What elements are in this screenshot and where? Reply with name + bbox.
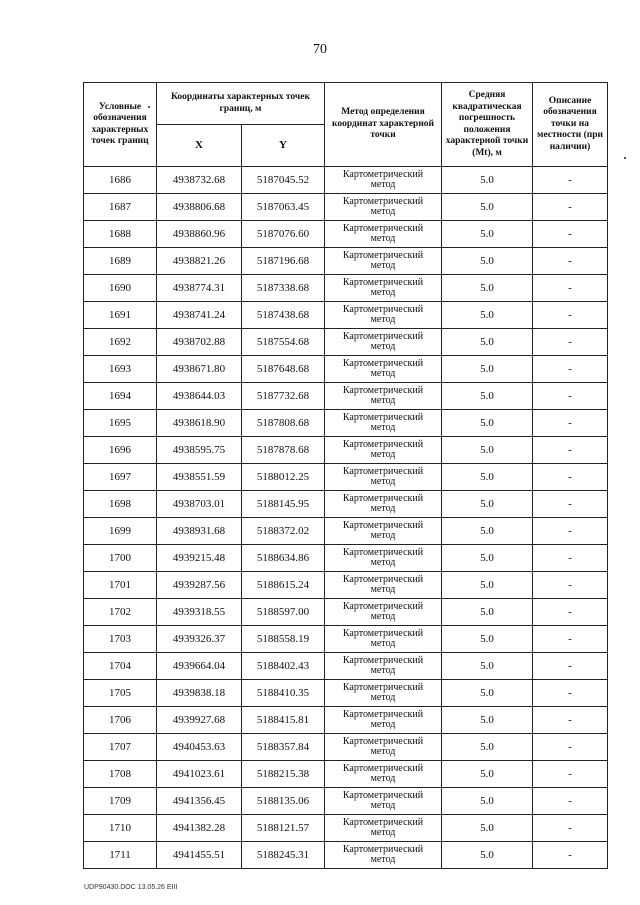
method-cell <box>325 491 442 518</box>
description-cell: - <box>533 761 608 788</box>
table-row <box>84 626 608 653</box>
y-coordinate-cell: 5188597.00 <box>242 599 325 626</box>
mt-cell: 5.0 <box>442 815 533 842</box>
method-cell <box>325 167 442 194</box>
table-row <box>84 221 608 248</box>
y-coordinate-cell: 5188135.06 <box>242 788 325 815</box>
x-coordinate-cell: 4938595.75 <box>157 437 242 464</box>
method-cell <box>325 221 442 248</box>
mt-cell: 5.0 <box>442 707 533 734</box>
method-line-2: метод <box>370 179 396 190</box>
y-coordinate-cell: 5188410.35 <box>242 680 325 707</box>
description-cell: - <box>533 734 608 761</box>
y-coordinate-cell: 5188372.02 <box>242 518 325 545</box>
description-cell: - <box>533 221 608 248</box>
mt-cell: 5.0 <box>442 275 533 302</box>
mt-cell: 5.0 <box>442 653 533 680</box>
point-id-cell: 1687 <box>84 194 157 221</box>
method-cell <box>325 464 442 491</box>
method-line-2: метод <box>370 827 396 838</box>
x-coordinate-cell: 4939838.18 <box>157 680 242 707</box>
point-id-cell: 1692 <box>84 329 157 356</box>
point-id-cell: 1690 <box>84 275 157 302</box>
method-line-2: метод <box>370 665 396 676</box>
y-coordinate-cell: 5187045.52 <box>242 167 325 194</box>
method-line-2: метод <box>370 800 396 811</box>
method-cell <box>325 410 442 437</box>
method-cell <box>325 302 442 329</box>
y-coordinate-cell: 5187196.68 <box>242 248 325 275</box>
mt-cell: 5.0 <box>442 248 533 275</box>
y-coordinate-cell: 5188357.84 <box>242 734 325 761</box>
table-row <box>84 167 608 194</box>
method-cell <box>325 329 442 356</box>
point-id-cell: 1698 <box>84 491 157 518</box>
table-row <box>84 788 608 815</box>
y-coordinate-cell: 5187648.68 <box>242 356 325 383</box>
method-line-2: метод <box>370 773 396 784</box>
description-cell: - <box>533 545 608 572</box>
method-cell <box>325 356 442 383</box>
x-coordinate-cell: 4938741.24 <box>157 302 242 329</box>
mt-cell: 5.0 <box>442 464 533 491</box>
x-coordinate-cell: 4941356.45 <box>157 788 242 815</box>
method-cell <box>325 653 442 680</box>
method-cell <box>325 518 442 545</box>
point-id-cell: 1703 <box>84 626 157 653</box>
table-row <box>84 302 608 329</box>
point-id-cell: 1691 <box>84 302 157 329</box>
method-line-1: Картометрический <box>342 546 424 558</box>
y-coordinate-cell: 5187878.68 <box>242 437 325 464</box>
method-line-2: метод <box>370 395 396 406</box>
mt-cell: 5.0 <box>442 599 533 626</box>
x-coordinate-cell: 4939287.56 <box>157 572 242 599</box>
method-cell <box>325 545 442 572</box>
method-line-1: Картометрический <box>342 384 424 396</box>
method-cell <box>325 572 442 599</box>
method-line-2: метод <box>370 638 396 649</box>
point-id-cell: 1706 <box>84 707 157 734</box>
mt-cell: 5.0 <box>442 194 533 221</box>
table-row <box>84 329 608 356</box>
mt-cell: 5.0 <box>442 491 533 518</box>
mt-cell: 5.0 <box>442 221 533 248</box>
description-cell: - <box>533 248 608 275</box>
description-cell: - <box>533 815 608 842</box>
header-point-description: Описание обозначения точки на местности (при наличии) <box>533 83 608 167</box>
header-mean-square-error: Средняя квадратическая погрешность положения характерной точки (Mt), м <box>442 83 533 167</box>
method-line-1: Картометрический <box>342 573 424 585</box>
description-cell: - <box>533 383 608 410</box>
method-line-2: метод <box>370 206 396 217</box>
document-footer: UDP90430.DOC 13.05.26 EIII <box>84 884 178 891</box>
method-line-2: метод <box>370 287 396 298</box>
x-coordinate-cell: 4941382.28 <box>157 815 242 842</box>
method-line-1: Картометрический <box>342 330 424 342</box>
method-line-1: Картометрический <box>342 357 424 369</box>
method-line-2: метод <box>370 476 396 487</box>
method-cell <box>325 815 442 842</box>
method-line-1: Картометрический <box>342 249 424 261</box>
mt-cell: 5.0 <box>442 761 533 788</box>
method-line-2: метод <box>370 557 396 568</box>
description-cell: - <box>533 491 608 518</box>
point-id-cell: 1688 <box>84 221 157 248</box>
mt-cell: 5.0 <box>442 788 533 815</box>
method-line-1: Картометрический <box>342 438 424 450</box>
table-row <box>84 842 608 869</box>
method-line-2: метод <box>370 341 396 352</box>
mt-cell: 5.0 <box>442 842 533 869</box>
table-row <box>84 410 608 437</box>
point-id-cell: 1708 <box>84 761 157 788</box>
method-cell <box>325 734 442 761</box>
mt-cell: 5.0 <box>442 302 533 329</box>
point-id-cell: 1696 <box>84 437 157 464</box>
scan-dot <box>624 157 626 159</box>
x-coordinate-cell: 4938671.80 <box>157 356 242 383</box>
description-cell: - <box>533 167 608 194</box>
description-cell: - <box>533 437 608 464</box>
method-line-1: Картометрический <box>342 627 424 639</box>
x-coordinate-cell: 4941455.51 <box>157 842 242 869</box>
table-row <box>84 518 608 545</box>
method-line-2: метод <box>370 719 396 730</box>
method-line-1: Картометрический <box>342 465 424 477</box>
mt-cell: 5.0 <box>442 680 533 707</box>
method-line-1: Картометрический <box>342 708 424 720</box>
point-id-cell: 1707 <box>84 734 157 761</box>
x-coordinate-cell: 4938774.31 <box>157 275 242 302</box>
point-id-cell: 1686 <box>84 167 157 194</box>
mt-cell: 5.0 <box>442 167 533 194</box>
method-cell <box>325 707 442 734</box>
y-coordinate-cell: 5188215.38 <box>242 761 325 788</box>
method-line-2: метод <box>370 584 396 595</box>
description-cell: - <box>533 572 608 599</box>
header-y: Y <box>242 125 325 167</box>
x-coordinate-cell: 4938618.90 <box>157 410 242 437</box>
header-coordinates: Координаты характерных точек границ, м <box>157 83 325 125</box>
method-line-2: метод <box>370 692 396 703</box>
description-cell: - <box>533 329 608 356</box>
description-cell: - <box>533 842 608 869</box>
x-coordinate-cell: 4941023.61 <box>157 761 242 788</box>
table-row <box>84 680 608 707</box>
table-row <box>84 545 608 572</box>
method-line-1: Картометрический <box>342 816 424 828</box>
method-cell <box>325 275 442 302</box>
table-row <box>84 194 608 221</box>
x-coordinate-cell: 4938703.01 <box>157 491 242 518</box>
y-coordinate-cell: 5188245.31 <box>242 842 325 869</box>
method-line-1: Картометрический <box>342 195 424 207</box>
method-line-2: метод <box>370 611 396 622</box>
x-coordinate-cell: 4939927.68 <box>157 707 242 734</box>
point-id-cell: 1700 <box>84 545 157 572</box>
method-cell <box>325 248 442 275</box>
method-line-2: метод <box>370 422 396 433</box>
method-line-1: Картометрический <box>342 519 424 531</box>
method-line-2: метод <box>370 530 396 541</box>
x-coordinate-cell: 4938644.03 <box>157 383 242 410</box>
x-coordinate-cell: 4940453.63 <box>157 734 242 761</box>
description-cell: - <box>533 194 608 221</box>
table-row <box>84 761 608 788</box>
method-line-1: Картометрический <box>342 492 424 504</box>
x-coordinate-cell: 4938551.59 <box>157 464 242 491</box>
point-id-cell: 1709 <box>84 788 157 815</box>
y-coordinate-cell: 5187438.68 <box>242 302 325 329</box>
x-coordinate-cell: 4938702.88 <box>157 329 242 356</box>
x-coordinate-cell: 4938806.68 <box>157 194 242 221</box>
method-cell <box>325 437 442 464</box>
y-coordinate-cell: 5187063.45 <box>242 194 325 221</box>
page-number: 70 <box>313 42 327 57</box>
method-line-2: метод <box>370 503 396 514</box>
y-coordinate-cell: 5187076.60 <box>242 221 325 248</box>
table-row <box>84 383 608 410</box>
method-line-2: метод <box>370 233 396 244</box>
description-cell: - <box>533 680 608 707</box>
table-row <box>84 464 608 491</box>
description-cell: - <box>533 356 608 383</box>
header-point-designation: Условные обозначения характерных точек границ <box>84 83 157 167</box>
mt-cell: 5.0 <box>442 572 533 599</box>
x-coordinate-cell: 4939326.37 <box>157 626 242 653</box>
mt-cell: 5.0 <box>442 383 533 410</box>
y-coordinate-cell: 5188012.25 <box>242 464 325 491</box>
table-row <box>84 356 608 383</box>
scan-dot <box>148 106 150 108</box>
header-method: Метод определения координат характерной точки <box>325 83 442 167</box>
point-id-cell: 1699 <box>84 518 157 545</box>
method-line-2: метод <box>370 449 396 460</box>
point-id-cell: 1704 <box>84 653 157 680</box>
mt-cell: 5.0 <box>442 545 533 572</box>
method-line-1: Картометрический <box>342 222 424 234</box>
description-cell: - <box>533 626 608 653</box>
method-line-1: Картометрический <box>342 600 424 612</box>
table-row <box>84 491 608 518</box>
point-id-cell: 1701 <box>84 572 157 599</box>
mt-cell: 5.0 <box>442 410 533 437</box>
mt-cell: 5.0 <box>442 626 533 653</box>
table-row <box>84 275 608 302</box>
point-id-cell: 1711 <box>84 842 157 869</box>
y-coordinate-cell: 5187808.68 <box>242 410 325 437</box>
method-cell <box>325 842 442 869</box>
table-row <box>84 437 608 464</box>
y-coordinate-cell: 5188121.57 <box>242 815 325 842</box>
method-line-2: метод <box>370 746 396 757</box>
method-line-1: Картометрический <box>342 762 424 774</box>
point-id-cell: 1693 <box>84 356 157 383</box>
method-line-1: Картометрический <box>342 303 424 315</box>
y-coordinate-cell: 5188402.43 <box>242 653 325 680</box>
method-cell <box>325 680 442 707</box>
table-row <box>84 248 608 275</box>
table-row <box>84 572 608 599</box>
point-id-cell: 1694 <box>84 383 157 410</box>
method-line-2: метод <box>370 854 396 865</box>
point-id-cell: 1697 <box>84 464 157 491</box>
description-cell: - <box>533 788 608 815</box>
point-id-cell: 1689 <box>84 248 157 275</box>
method-cell <box>325 761 442 788</box>
description-cell: - <box>533 302 608 329</box>
table-row <box>84 599 608 626</box>
y-coordinate-cell: 5188634.86 <box>242 545 325 572</box>
y-coordinate-cell: 5187554.68 <box>242 329 325 356</box>
method-cell <box>325 788 442 815</box>
x-coordinate-cell: 4939318.55 <box>157 599 242 626</box>
method-cell <box>325 194 442 221</box>
method-line-1: Картометрический <box>342 681 424 693</box>
description-cell: - <box>533 518 608 545</box>
description-cell: - <box>533 653 608 680</box>
method-line-2: метод <box>370 368 396 379</box>
description-cell: - <box>533 275 608 302</box>
x-coordinate-cell: 4938821.26 <box>157 248 242 275</box>
mt-cell: 5.0 <box>442 356 533 383</box>
point-id-cell: 1702 <box>84 599 157 626</box>
table-row <box>84 707 608 734</box>
table-row <box>84 815 608 842</box>
method-cell <box>325 599 442 626</box>
mt-cell: 5.0 <box>442 518 533 545</box>
method-cell <box>325 626 442 653</box>
mt-cell: 5.0 <box>442 329 533 356</box>
method-line-1: Картометрический <box>342 735 424 747</box>
method-line-1: Картометрический <box>342 411 424 423</box>
x-coordinate-cell: 4938732.68 <box>157 167 242 194</box>
method-line-2: метод <box>370 260 396 271</box>
method-line-1: Картометрический <box>342 843 424 855</box>
table-row <box>84 734 608 761</box>
header-x: X <box>157 125 242 167</box>
point-id-cell: 1710 <box>84 815 157 842</box>
y-coordinate-cell: 5188145.95 <box>242 491 325 518</box>
table-row <box>84 653 608 680</box>
point-id-cell: 1705 <box>84 680 157 707</box>
boundary-points-table <box>83 82 608 869</box>
x-coordinate-cell: 4938931.68 <box>157 518 242 545</box>
y-coordinate-cell: 5187732.68 <box>242 383 325 410</box>
y-coordinate-cell: 5188415.81 <box>242 707 325 734</box>
description-cell: - <box>533 599 608 626</box>
method-line-1: Картометрический <box>342 168 424 180</box>
x-coordinate-cell: 4939664.04 <box>157 653 242 680</box>
point-id-cell: 1695 <box>84 410 157 437</box>
method-line-1: Картометрический <box>342 789 424 801</box>
method-line-1: Картометрический <box>342 654 424 666</box>
method-line-2: метод <box>370 314 396 325</box>
method-cell <box>325 383 442 410</box>
y-coordinate-cell: 5187338.68 <box>242 275 325 302</box>
y-coordinate-cell: 5188558.19 <box>242 626 325 653</box>
description-cell: - <box>533 707 608 734</box>
description-cell: - <box>533 464 608 491</box>
description-cell: - <box>533 410 608 437</box>
mt-cell: 5.0 <box>442 437 533 464</box>
y-coordinate-cell: 5188615.24 <box>242 572 325 599</box>
mt-cell: 5.0 <box>442 734 533 761</box>
method-line-1: Картометрический <box>342 276 424 288</box>
x-coordinate-cell: 4939215.48 <box>157 545 242 572</box>
x-coordinate-cell: 4938860.96 <box>157 221 242 248</box>
